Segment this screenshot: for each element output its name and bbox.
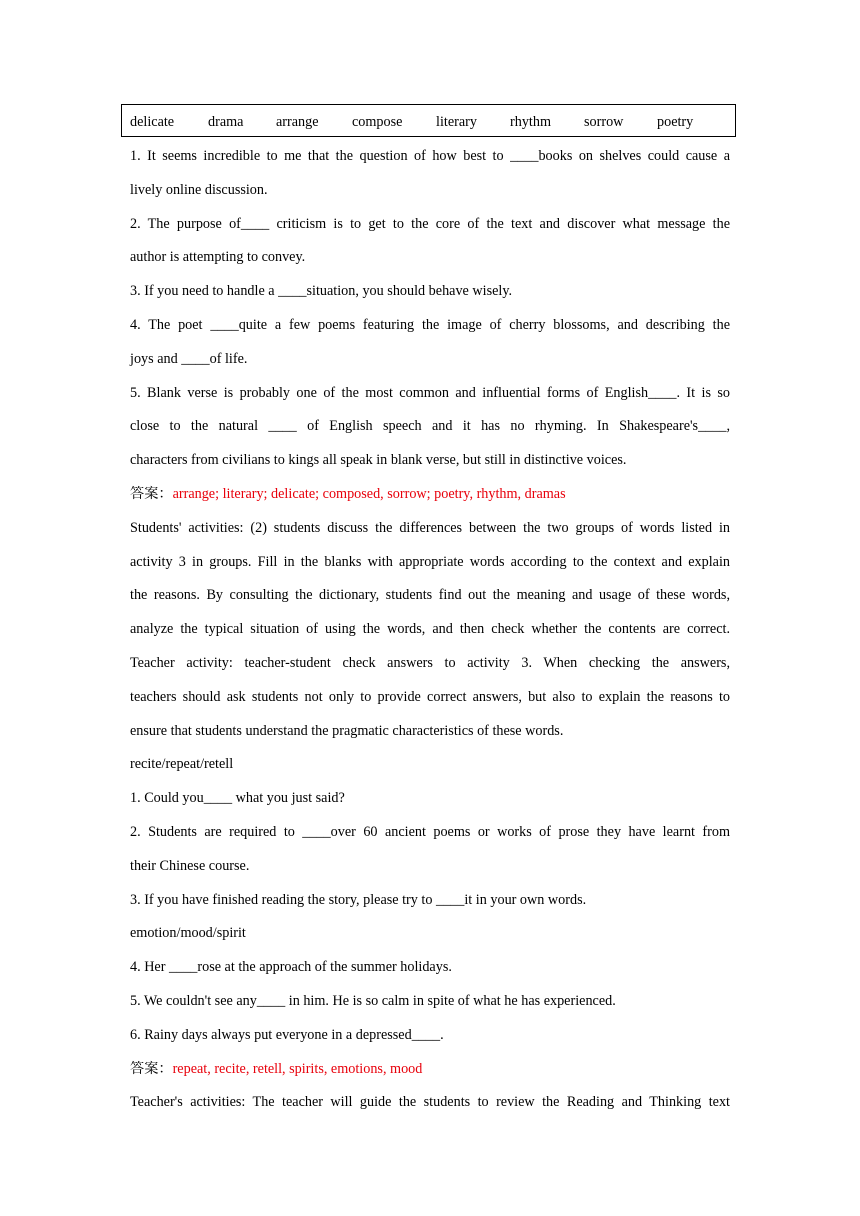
text-line: Teacher's activities: The teacher will guide the students to review the Reading and Thinking text — [130, 1094, 730, 1111]
text-line: ensure that students understand the pragmatic characteristics of these words. — [130, 722, 564, 739]
text-line: Teacher activity: teacher-student check answers to activity 3. When checking the answers, — [130, 654, 730, 671]
text-line: 1. Could you____ what you just said? — [130, 790, 345, 807]
text-line: 3. If you have finished reading the story, please try to ____it in your own words. — [130, 891, 587, 908]
text-line: recite/repeat/retell — [130, 756, 234, 773]
text-line: 3. If you need to handle a ____situation, you should behave wisely. — [130, 283, 513, 300]
text-line: 2. Students are required to ____over 60 ancient poems or works of prose they have learnt from — [130, 823, 730, 840]
text-line: 5. Blank verse is probably one of the most common and influential forms of English____. It is so — [130, 384, 730, 401]
word-bank-item: compose — [352, 114, 403, 130]
text-line: close to the natural ____ of English speech and it has no rhyming. In Shakespeare's____, — [130, 418, 730, 435]
word-bank-item: drama — [208, 114, 244, 130]
answer-text: repeat, recite, retell, spirits, emotions, mood — [172, 1060, 423, 1077]
text-line: emotion/mood/spirit — [130, 925, 246, 942]
text-line: author is attempting to convey. — [130, 249, 306, 266]
text-line: activity 3 in groups. Fill in the blanks with appropriate words according to the context and explain — [130, 553, 730, 570]
answer-label: 答案： — [130, 1060, 173, 1077]
word-bank-item: rhythm — [510, 114, 551, 130]
text-line: lively online discussion. — [130, 181, 268, 198]
text-line: analyze the typical situation of using the words, and then check whether the contents are correct. — [130, 621, 730, 638]
text-line: 5. We couldn't see any____ in him. He is so calm in spite of what he has experienced. — [130, 992, 616, 1009]
text-line: joys and ____of life. — [130, 350, 248, 367]
text-line: 1. It seems incredible to me that the question of how best to ____books on shelves could cause a — [130, 148, 730, 164]
document-body — [130, 140, 730, 1120]
text-line: the reasons. By consulting the dictionary, students find out the meaning and usage of these words, — [130, 587, 730, 604]
word-bank-item: literary — [436, 114, 477, 130]
text-line: 4. The poet ____quite a few poems featuring the image of cherry blossoms, and describing the — [130, 316, 730, 333]
word-bank-item: sorrow — [584, 114, 624, 130]
text-line: 6. Rainy days always put everyone in a depressed____. — [130, 1026, 444, 1043]
text-line: 2. The purpose of____ criticism is to get to the core of the text and discover what message the — [130, 215, 730, 232]
answer-label: 答案： — [130, 485, 173, 502]
answer-text: arrange; literary; delicate; composed, sorrow; poetry, rhythm, dramas — [172, 485, 566, 502]
word-bank-box — [121, 104, 736, 137]
answer-line — [130, 478, 730, 512]
answer-line — [130, 1053, 730, 1087]
text-line: characters from civilians to kings all speak in blank verse, but still in distinctive voices. — [130, 452, 627, 469]
text-line: teachers should ask students not only to provide correct answers, but also to explain the reasons to — [130, 688, 730, 705]
word-bank-item: poetry — [657, 114, 694, 130]
word-bank-item: delicate — [130, 114, 175, 130]
text-line: their Chinese course. — [130, 857, 250, 874]
word-bank-item: arrange — [276, 114, 319, 130]
text-line: 4. Her ____rose at the approach of the summer holidays. — [130, 959, 452, 976]
text-line: Students' activities: (2) students discuss the differences between the two groups of words listed in — [130, 519, 730, 536]
